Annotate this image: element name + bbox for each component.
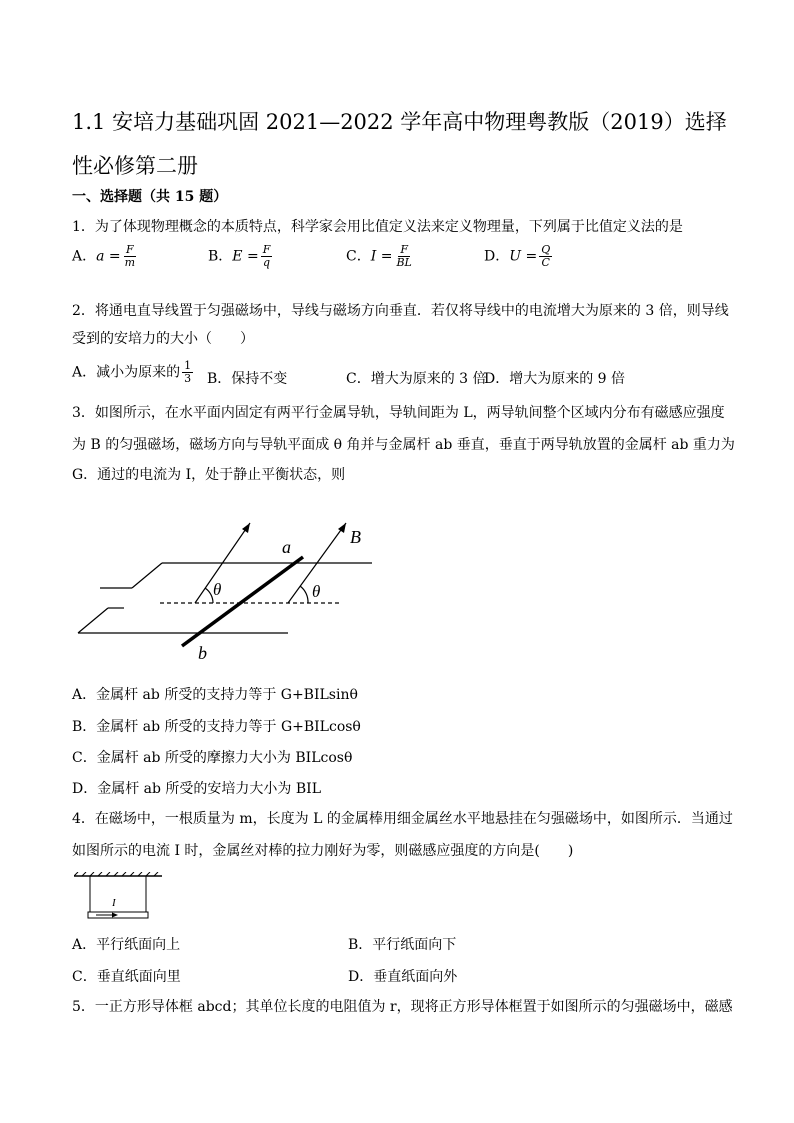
q2-option-a: A．减小为原来的 $\frac{1}{3}$ bbox=[72, 359, 192, 385]
q2-option-c: C．增大为原来的 3 倍 bbox=[346, 371, 487, 387]
q2-stem-line2: 受到的安培力的大小（ ） bbox=[72, 331, 254, 347]
q3-stem-line3: G．通过的电流为 I，处于静止平衡状态，则 bbox=[72, 467, 346, 483]
q4-stem-line2: 如图所示的电流 I 时，金属丝对棒的拉力刚好为零，则磁感应强度的方向是( ) bbox=[72, 843, 574, 859]
angle-arc-left bbox=[205, 588, 213, 603]
q4-figure bbox=[74, 872, 164, 922]
q3-stem-line1: 3．如图所示，在水平面内固定有两平行金属导轨，导轨间距为 L，两导轨间整个区域内分布有磁感应强度 bbox=[72, 405, 725, 421]
label-theta-right: θ bbox=[312, 582, 321, 601]
q1-option-d: D．U = $\frac{Q}{C}$ bbox=[484, 243, 551, 269]
q3-option-b: B．金属杆 ab 所受的支持力等于 G+BILcosθ bbox=[72, 719, 361, 735]
label-current: I bbox=[112, 897, 116, 909]
label-B: B bbox=[350, 527, 361, 547]
q1-option-c: C．I = $\frac{F}{BL}$ bbox=[346, 243, 412, 269]
label-theta-left: θ bbox=[213, 580, 222, 599]
document-title: 1.1 安培力基础巩固 2021—2022 学年高中物理粤教版（2019）选择性必修第二册 bbox=[72, 110, 727, 178]
q4-option-c: C．垂直纸面向里 bbox=[72, 969, 181, 985]
q2-option-b: B．保持不变 bbox=[207, 371, 288, 387]
q1-option-b: B．E = $\frac{F}{q}$ bbox=[208, 243, 271, 269]
q4-option-b: B．平行纸面向下 bbox=[348, 937, 457, 953]
q2-stem-line1: 2．将通电直导线置于匀强磁场中，导线与磁场方向垂直．若仅将导线中的电流增大为原来的 3 倍，则导线 bbox=[72, 303, 729, 319]
q3-figure bbox=[60, 515, 400, 665]
q2-option-d: D．增大为原来的 9 倍 bbox=[484, 371, 626, 387]
angle-arc-right bbox=[300, 586, 308, 603]
q5-stem-line1: 5．一正方形导体框 abcd；其单位长度的电阻值为 r，现将正方形导体框置于如图所示的匀强磁场中，磁感 bbox=[72, 999, 733, 1015]
q4-option-a: A．平行纸面向上 bbox=[72, 937, 181, 953]
q3-option-a: A．金属杆 ab 所受的支持力等于 G+BILsinθ bbox=[72, 687, 358, 703]
label-b: b bbox=[198, 643, 207, 663]
label-a: a bbox=[282, 537, 291, 557]
q1-option-a: A．a = $\frac{F}{m}$ bbox=[72, 243, 136, 269]
q1-stem: 1．为了体现物理概念的本质特点，科学家会用比值定义法来定义物理量，下列属于比值定义法的是 bbox=[72, 219, 683, 235]
q3-option-d: D．金属杆 ab 所受的安培力大小为 BIL bbox=[72, 781, 321, 797]
q3-stem-line2: 为 B 的匀强磁场，磁场方向与导轨平面成 θ 角并与金属杆 ab 垂直，垂直于两导轨放置的金属杆 ab 重力为 bbox=[72, 437, 735, 453]
current-arrowhead bbox=[112, 913, 118, 918]
q4-stem-line1: 4．在磁场中，一根质量为 m，长度为 L 的金属棒用细金属丝水平地悬挂在匀强磁场中，如图所示．当通过 bbox=[72, 811, 733, 827]
q3-option-c: C．金属杆 ab 所受的摩擦力大小为 BILcosθ bbox=[72, 750, 353, 766]
arrowhead-left bbox=[242, 523, 250, 533]
section-heading: 一、选择题（共 15 题） bbox=[72, 189, 228, 205]
q4-option-d: D．垂直纸面向外 bbox=[348, 969, 458, 985]
